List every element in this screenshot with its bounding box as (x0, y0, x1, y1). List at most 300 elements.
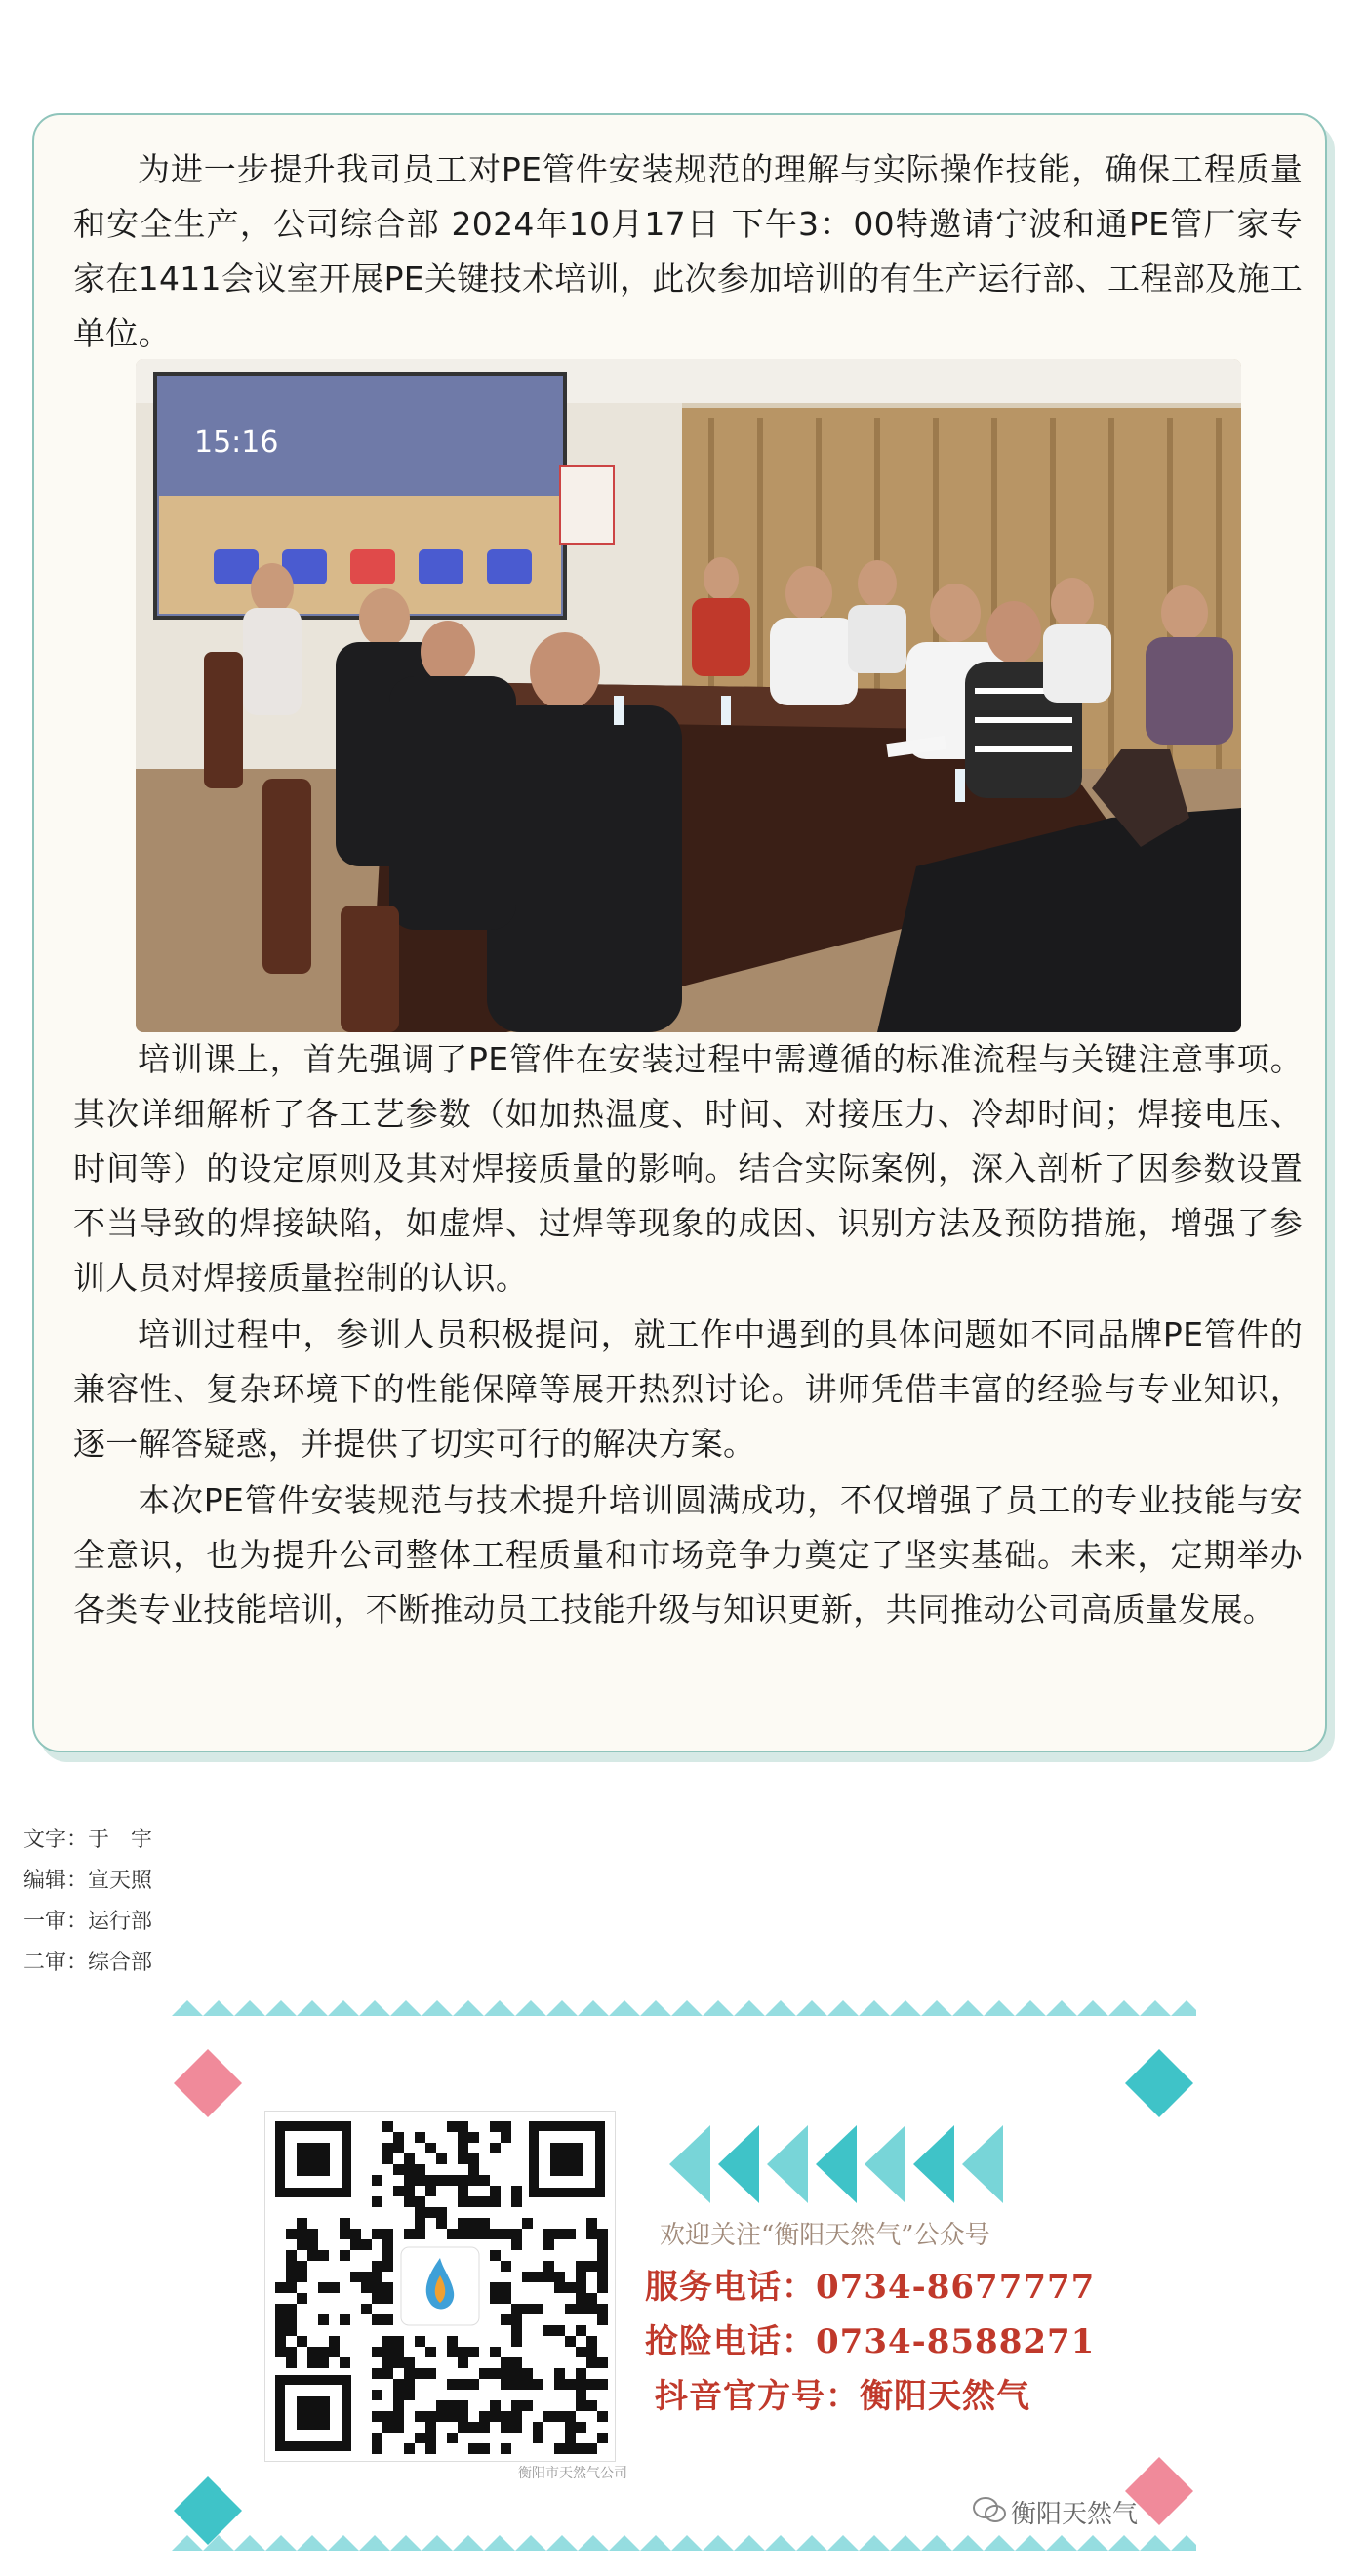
emergency-phone: 抢险电话：0734-8588271 (645, 2322, 1096, 2361)
qr-module (511, 2411, 522, 2422)
border-triangle (1171, 2000, 1196, 2016)
qr-module (543, 2325, 554, 2336)
qr-module (479, 2368, 490, 2379)
qr-module (511, 2325, 522, 2336)
border-triangle (859, 2000, 890, 2016)
qr-module (597, 2357, 608, 2368)
qr-module (275, 2282, 286, 2293)
border-triangle (265, 2535, 297, 2551)
qr-module (458, 2218, 468, 2229)
pink-diamond-icon (172, 2047, 244, 2119)
border-triangle (203, 2000, 234, 2016)
qr-module (393, 2132, 404, 2143)
qr-module (576, 2368, 586, 2379)
qr-module (458, 2379, 468, 2390)
border-triangle (422, 2000, 453, 2016)
border-triangle (1171, 2535, 1196, 2551)
qr-module (382, 2336, 393, 2347)
qr-module (479, 2196, 490, 2207)
qr-module (340, 2357, 350, 2368)
qr-module (425, 2143, 436, 2153)
qr-module (565, 2433, 576, 2443)
qr-module (458, 2186, 468, 2196)
qr-module (286, 2282, 297, 2293)
qr-module (297, 2261, 307, 2272)
qr-module (340, 2314, 350, 2325)
border-triangle (1077, 2000, 1108, 2016)
contact-banner (172, 1998, 1196, 2555)
qr-module (511, 2314, 522, 2325)
qr-module (275, 2304, 286, 2314)
qr-module (501, 2229, 511, 2239)
watermark-text: 衡阳天然气 (1011, 2500, 1139, 2529)
border-triangle (859, 2535, 890, 2551)
qr-module (393, 2422, 404, 2433)
qr-module (393, 2164, 404, 2175)
qr-module (286, 2304, 297, 2314)
qr-module (586, 2379, 597, 2390)
qr-module (372, 2293, 382, 2304)
qr-module (597, 2272, 608, 2282)
qr-module (522, 2368, 533, 2379)
qr-module (404, 2186, 415, 2196)
qr-module (286, 2314, 297, 2325)
border-triangle (453, 2535, 484, 2551)
qr-module (307, 2250, 318, 2261)
border-triangle (328, 2535, 359, 2551)
qr-module (490, 2143, 501, 2153)
qr-module (554, 2229, 565, 2239)
qr-module (554, 2282, 565, 2293)
border-triangle (890, 2000, 921, 2016)
triangle-border-bottom (172, 2533, 1196, 2555)
qr-module (436, 2207, 447, 2218)
qr-module (286, 2272, 297, 2282)
qr-module (511, 2239, 522, 2250)
border-triangle (453, 2000, 484, 2016)
qr-module (576, 2325, 586, 2336)
qr-module (554, 2379, 565, 2390)
credit-review-1: 一审：运行部 (23, 1910, 153, 1934)
qr-module (361, 2272, 372, 2282)
qr-module (458, 2422, 468, 2433)
qr-module (425, 2175, 436, 2186)
qr-module (597, 2239, 608, 2250)
border-triangle (234, 2000, 265, 2016)
qr-module (576, 2282, 586, 2293)
qr-module (425, 2347, 436, 2357)
border-triangle (984, 2000, 1015, 2016)
teal-diamond-icon (172, 2475, 244, 2547)
qr-module (393, 2411, 404, 2422)
qr-module (382, 2250, 393, 2261)
qr-module (329, 2282, 340, 2293)
border-triangle (1046, 2000, 1077, 2016)
qr-module (415, 2336, 425, 2347)
border-triangle (328, 2000, 359, 2016)
qr-module (382, 2143, 393, 2153)
qr-module (382, 2357, 393, 2368)
border-triangle (1108, 2000, 1140, 2016)
qr-module (597, 2261, 608, 2272)
qr-module (275, 2314, 286, 2325)
qr-module (404, 2379, 415, 2390)
border-triangle (578, 2000, 609, 2016)
qr-module (597, 2379, 608, 2390)
qr-module (350, 2272, 361, 2282)
qr-module (586, 2229, 597, 2239)
qr-module (393, 2347, 404, 2357)
qr-module (350, 2229, 361, 2239)
qr-module (597, 2282, 608, 2293)
border-triangle (390, 2000, 422, 2016)
qr-module (565, 2282, 576, 2293)
credit-writer: 文字：于 宇 (23, 1828, 153, 1852)
qr-module (511, 2196, 522, 2207)
qr-module (501, 2121, 511, 2132)
arrow-decoration-icon (669, 2115, 1040, 2213)
qr-module (297, 2336, 307, 2347)
border-triangle (609, 2535, 640, 2551)
qr-module (490, 2347, 501, 2357)
qr-module (297, 2218, 307, 2229)
qr-module (297, 2229, 307, 2239)
qr-module (479, 2411, 490, 2422)
qr-module (329, 2347, 340, 2357)
qr-module (372, 2272, 382, 2282)
qr-module (436, 2411, 447, 2422)
qr-module (576, 2347, 586, 2357)
qr-module (597, 2433, 608, 2443)
qr-module (382, 2239, 393, 2250)
qr-module (511, 2186, 522, 2196)
qr-module (447, 2336, 458, 2347)
qr-module (501, 2443, 511, 2454)
qr-module (490, 2229, 501, 2239)
qr-module (415, 2175, 425, 2186)
qr-module (404, 2390, 415, 2400)
qr-module (447, 2121, 458, 2132)
border-triangle (1140, 2535, 1171, 2551)
qr-module (576, 2400, 586, 2411)
qr-module (415, 2207, 425, 2218)
qr-module (597, 2229, 608, 2239)
qr-module (458, 2143, 468, 2153)
qr-module (586, 2357, 597, 2368)
border-triangle (703, 2000, 734, 2016)
qr-module (458, 2229, 468, 2239)
qr-module (565, 2336, 576, 2347)
border-triangle (422, 2535, 453, 2551)
qr-module (533, 2272, 543, 2282)
qr-module (447, 2433, 458, 2443)
border-triangle (734, 2000, 765, 2016)
qr-module (425, 2443, 436, 2454)
qr-module (404, 2175, 415, 2186)
qr-module (554, 2325, 565, 2336)
qr-module (586, 2293, 597, 2304)
qr-module (382, 2368, 393, 2379)
qr-module (576, 2293, 586, 2304)
border-triangle (796, 2000, 827, 2016)
qr-module (415, 2229, 425, 2239)
border-triangle (484, 2535, 515, 2551)
credit-editor: 编辑：宣天照 (23, 1869, 153, 1893)
credit-review-2: 二审：综合部 (23, 1951, 153, 1975)
qr-module (479, 2175, 490, 2186)
qr-module (565, 2443, 576, 2454)
qr-module (543, 2411, 554, 2422)
qr-module (447, 2175, 458, 2186)
qr-module (511, 2336, 522, 2347)
qr-module (511, 2357, 522, 2368)
qr-module (340, 2218, 350, 2229)
border-triangle (359, 2000, 390, 2016)
qr-module (307, 2347, 318, 2357)
border-triangle (1108, 2535, 1140, 2551)
qr-module (586, 2400, 597, 2411)
border-triangle (640, 2535, 671, 2551)
border-triangle (515, 2000, 546, 2016)
qr-module (393, 2336, 404, 2347)
qr-module (372, 2196, 382, 2207)
qr-module (458, 2400, 468, 2411)
qr-module (361, 2239, 372, 2250)
qr-module (425, 2433, 436, 2443)
training-photo (136, 359, 1241, 1032)
qr-module (501, 2379, 511, 2390)
qr-module (468, 2379, 479, 2390)
qr-module (501, 2261, 511, 2272)
qr-module (586, 2218, 597, 2229)
border-triangle (390, 2535, 422, 2551)
qr-module (382, 2121, 393, 2132)
qr-module (393, 2390, 404, 2400)
qr-module (543, 2261, 554, 2272)
qr-module (586, 2336, 597, 2347)
qr-module (350, 2239, 361, 2250)
qr-module (576, 2443, 586, 2454)
qr-module (522, 2218, 533, 2229)
qr-module (318, 2314, 329, 2325)
qr-module (447, 2379, 458, 2390)
border-triangle (578, 2535, 609, 2551)
qr-module (479, 2218, 490, 2229)
qr-module (361, 2304, 372, 2314)
qr-module (501, 2411, 511, 2422)
qr-module (458, 2153, 468, 2164)
qr-module (501, 2282, 511, 2293)
qr-module (490, 2121, 501, 2132)
qr-module (372, 2433, 382, 2443)
qr-module (586, 2443, 597, 2454)
qr-module (286, 2347, 297, 2357)
qr-module (393, 2143, 404, 2153)
qr-module (275, 2347, 286, 2357)
qr-module (404, 2229, 415, 2239)
qr-module (501, 2368, 511, 2379)
qr-module (361, 2282, 372, 2293)
qr-module (307, 2357, 318, 2368)
qr-module (458, 2196, 468, 2207)
qr-module (275, 2336, 286, 2347)
qr-module (576, 2390, 586, 2400)
paragraph-content: 培训课上，首先强调了PE管件在安装过程中需遵循的标准流程与关键注意事项。其次详细解析了各工艺参数（如加热温度、时间、对接压力、冷却时间；焊接电压、时间等）的设定原则及其对焊接质量的影响。结合实际案例，深入剖析了因参数设置不当导致的焊接缺陷，如虚焊、过焊等现象的成因、识别方法及预防措施，增强了参训人员对焊接质量控制的认识。 (73, 1040, 1303, 1297)
qr-module (286, 2250, 297, 2261)
qr-module (372, 2411, 382, 2422)
qr-module (458, 2132, 468, 2143)
qr-module (597, 2314, 608, 2325)
qr-module (286, 2357, 297, 2368)
qr-module (490, 2186, 501, 2196)
qr-module (393, 2400, 404, 2411)
qr-module (458, 2411, 468, 2422)
qr-module (404, 2164, 415, 2175)
qr-module (382, 2411, 393, 2422)
border-triangle (984, 2535, 1015, 2551)
qr-module (565, 2411, 576, 2422)
border-triangle (515, 2535, 546, 2551)
douyin-account: 抖音官方号：衡阳天然气 (655, 2377, 1030, 2416)
qr-module (382, 2153, 393, 2164)
qr-module (479, 2443, 490, 2454)
qr-module (318, 2282, 329, 2293)
qr-module (372, 2229, 382, 2239)
qr-module (393, 2357, 404, 2368)
border-triangle (640, 2000, 671, 2016)
qr-module (533, 2304, 543, 2314)
paragraph-discussion: 培训过程中，参训人员积极提问，就工作中遇到的具体问题如不同品牌PE管件的兼容性、复杂环境下的性能保障等展开热烈讨论。讲师凭借丰富的经验与专业知识，逐一解答疑惑，并提供了切实可行的解决方案。 (73, 1315, 1303, 1463)
qr-module (522, 2272, 533, 2282)
qr-module (543, 2239, 554, 2250)
qr-module (318, 2250, 329, 2261)
qr-module (490, 2250, 501, 2261)
triangle-border-top (172, 1998, 1196, 2020)
border-triangle (1015, 2535, 1046, 2551)
qr-module (404, 2368, 415, 2379)
qr-module (522, 2400, 533, 2411)
qr-module (597, 2411, 608, 2422)
qr-module (297, 2239, 307, 2250)
qr-module (404, 2357, 415, 2368)
qr-module (447, 2229, 458, 2239)
border-triangle (952, 2535, 984, 2551)
qr-module (382, 2422, 393, 2433)
qr-module (404, 2196, 415, 2207)
border-triangle (546, 2535, 578, 2551)
qr-module (458, 2357, 468, 2368)
qr-module (543, 2272, 554, 2282)
qr-module (436, 2175, 447, 2186)
qr-module (425, 2422, 436, 2433)
border-triangle (297, 2535, 328, 2551)
qr-module (576, 2422, 586, 2433)
qr-module (490, 2411, 501, 2422)
border-triangle (546, 2000, 578, 2016)
qr-module (372, 2175, 382, 2186)
qr-module (490, 2400, 501, 2411)
qr-module (425, 2186, 436, 2196)
qr-module (586, 2304, 597, 2314)
qr-module (372, 2390, 382, 2400)
qr-module (415, 2196, 425, 2207)
border-triangle (297, 2000, 328, 2016)
border-triangle (827, 2535, 859, 2551)
qr-module (468, 2132, 479, 2143)
qr-module (340, 2229, 350, 2239)
qr-module (468, 2229, 479, 2239)
qr-module (372, 2347, 382, 2357)
qr-module (522, 2379, 533, 2390)
qr-module (501, 2132, 511, 2143)
qr-module (468, 2153, 479, 2164)
screen-time: 15:16 (194, 425, 279, 460)
qr-module (425, 2368, 436, 2379)
qr-module (501, 2293, 511, 2304)
wechat-icon (972, 2496, 1007, 2525)
qr-module (533, 2433, 543, 2443)
qr-module (286, 2261, 297, 2272)
border-triangle (796, 2535, 827, 2551)
qr-code[interactable] (264, 2111, 616, 2462)
qr-module (415, 2368, 425, 2379)
qr-module (468, 2164, 479, 2175)
border-triangle (765, 2000, 796, 2016)
qr-module (565, 2422, 576, 2433)
qr-module (436, 2400, 447, 2411)
qr-module (597, 2250, 608, 2261)
border-triangle (890, 2535, 921, 2551)
qr-module (468, 2443, 479, 2454)
qr-module (554, 2272, 565, 2282)
qr-caption: 衡阳市天然气公司 (518, 2466, 627, 2481)
border-triangle (952, 2000, 984, 2016)
border-triangle (921, 2000, 952, 2016)
qr-module (576, 2272, 586, 2282)
qr-module (447, 2400, 458, 2411)
qr-module (511, 2400, 522, 2411)
border-triangle (1046, 2535, 1077, 2551)
qr-module (404, 2443, 415, 2454)
qr-module (468, 2422, 479, 2433)
qr-module (554, 2411, 565, 2422)
qr-module (286, 2229, 297, 2239)
qr-module (372, 2282, 382, 2293)
qr-module (511, 2379, 522, 2390)
credits-block (23, 1820, 152, 1984)
qr-module (501, 2357, 511, 2368)
border-triangle (1077, 2535, 1108, 2551)
qr-module (479, 2422, 490, 2433)
qr-module (393, 2186, 404, 2196)
qr-module (340, 2250, 350, 2261)
qr-module (479, 2229, 490, 2239)
qr-module (372, 2314, 382, 2325)
qr-module (490, 2196, 501, 2207)
teal-diamond-icon (1123, 2047, 1195, 2119)
qr-module (372, 2261, 382, 2272)
qr-module (533, 2379, 543, 2390)
qr-module (318, 2347, 329, 2357)
qr-module (468, 2347, 479, 2357)
qr-module (576, 2304, 586, 2314)
qr-module (543, 2229, 554, 2239)
border-triangle (359, 2535, 390, 2551)
article-card (32, 113, 1327, 1752)
qr-module (554, 2443, 565, 2454)
border-triangle (734, 2535, 765, 2551)
border-triangle (827, 2000, 859, 2016)
